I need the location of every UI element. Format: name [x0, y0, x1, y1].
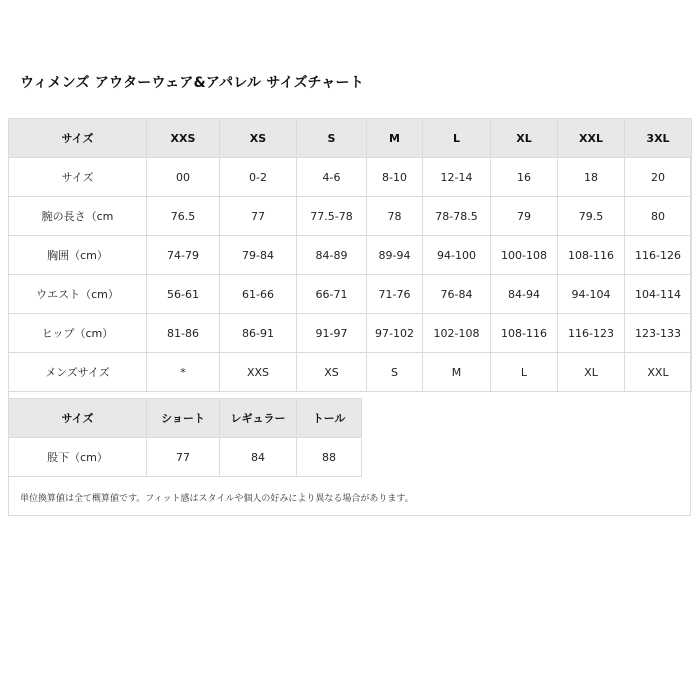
table-cell: 61-66 [220, 275, 297, 314]
table-cell: 74-79 [147, 236, 220, 275]
header-cell: XXS [147, 119, 220, 158]
row-label-cell: 股下（cm） [9, 438, 147, 477]
table-cell: 102-108 [423, 314, 491, 353]
table-cell: 16 [491, 158, 558, 197]
table-cell: 79 [491, 197, 558, 236]
row-label-cell: 腕の長さ（cm [9, 197, 147, 236]
header-cell: XL [491, 119, 558, 158]
table-cell: 81-86 [147, 314, 220, 353]
table-cell: 116-126 [625, 236, 692, 275]
page-title: ウィメンズ アウターウェア&アパレル サイズチャート [20, 75, 364, 91]
table-cell: S [367, 353, 423, 392]
table-cell: 86-91 [220, 314, 297, 353]
header-cell: トール [297, 399, 362, 438]
header-cell: ショート [147, 399, 220, 438]
row-label-cell: 胸囲（cm） [9, 236, 147, 275]
table-cell: XXS [220, 353, 297, 392]
header-cell: L [423, 119, 491, 158]
table-row [9, 275, 692, 314]
header-cell: XXL [558, 119, 625, 158]
header-cell: S [297, 119, 367, 158]
footnote: 単位換算値は全て概算値です。フィット感はスタイルや個人の好みにより異なる場合があります。 [20, 494, 414, 504]
table-cell: 78-78.5 [423, 197, 491, 236]
header-cell: M [367, 119, 423, 158]
table-cell: 8-10 [367, 158, 423, 197]
header-cell: XS [220, 119, 297, 158]
table-cell: 0-2 [220, 158, 297, 197]
table-cell: 78 [367, 197, 423, 236]
inseam-table-header-row [9, 399, 362, 438]
table-cell: 104-114 [625, 275, 692, 314]
header-cell: サイズ [9, 399, 147, 438]
table-cell: 00 [147, 158, 220, 197]
table-row [9, 236, 692, 275]
table-cell: 84-94 [491, 275, 558, 314]
table-row [9, 353, 692, 392]
table-cell: 76-84 [423, 275, 491, 314]
table-cell: L [491, 353, 558, 392]
table-cell: 97-102 [367, 314, 423, 353]
header-cell: サイズ [9, 119, 147, 158]
header-cell: 3XL [625, 119, 692, 158]
row-label-cell: ヒップ（cm） [9, 314, 147, 353]
table-cell: 88 [297, 438, 362, 477]
table-row [9, 197, 692, 236]
table-cell: 4-6 [297, 158, 367, 197]
inseam-table [8, 398, 362, 477]
table-cell: 18 [558, 158, 625, 197]
table-cell: 100-108 [491, 236, 558, 275]
table-row [9, 438, 362, 477]
table-cell: 91-97 [297, 314, 367, 353]
row-label-cell: メンズサイズ [9, 353, 147, 392]
table-cell: 77 [147, 438, 220, 477]
table-cell: 79-84 [220, 236, 297, 275]
table-cell: 123-133 [625, 314, 692, 353]
table-cell: 89-94 [367, 236, 423, 275]
table-cell: * [147, 353, 220, 392]
table-cell: 79.5 [558, 197, 625, 236]
row-label-cell: サイズ [9, 158, 147, 197]
table-cell: 71-76 [367, 275, 423, 314]
table-cell: XXL [625, 353, 692, 392]
table-cell: 76.5 [147, 197, 220, 236]
header-cell: レギュラー [220, 399, 297, 438]
table-cell: 77.5-78 [297, 197, 367, 236]
table-cell: 108-116 [491, 314, 558, 353]
table-row [9, 158, 692, 197]
table-cell: 84 [220, 438, 297, 477]
size-table-header-row [9, 119, 692, 158]
table-cell: 66-71 [297, 275, 367, 314]
table-cell: 80 [625, 197, 692, 236]
size-chart-table [8, 118, 692, 392]
table-cell: 108-116 [558, 236, 625, 275]
table-cell: 94-100 [423, 236, 491, 275]
table-cell: XL [558, 353, 625, 392]
table-cell: 77 [220, 197, 297, 236]
table-row [9, 314, 692, 353]
table-cell: 84-89 [297, 236, 367, 275]
table-cell: 56-61 [147, 275, 220, 314]
table-cell: 12-14 [423, 158, 491, 197]
row-label-cell: ウエスト（cm） [9, 275, 147, 314]
table-cell: 94-104 [558, 275, 625, 314]
table-cell: 20 [625, 158, 692, 197]
table-cell: XS [297, 353, 367, 392]
table-cell: 116-123 [558, 314, 625, 353]
table-cell: M [423, 353, 491, 392]
